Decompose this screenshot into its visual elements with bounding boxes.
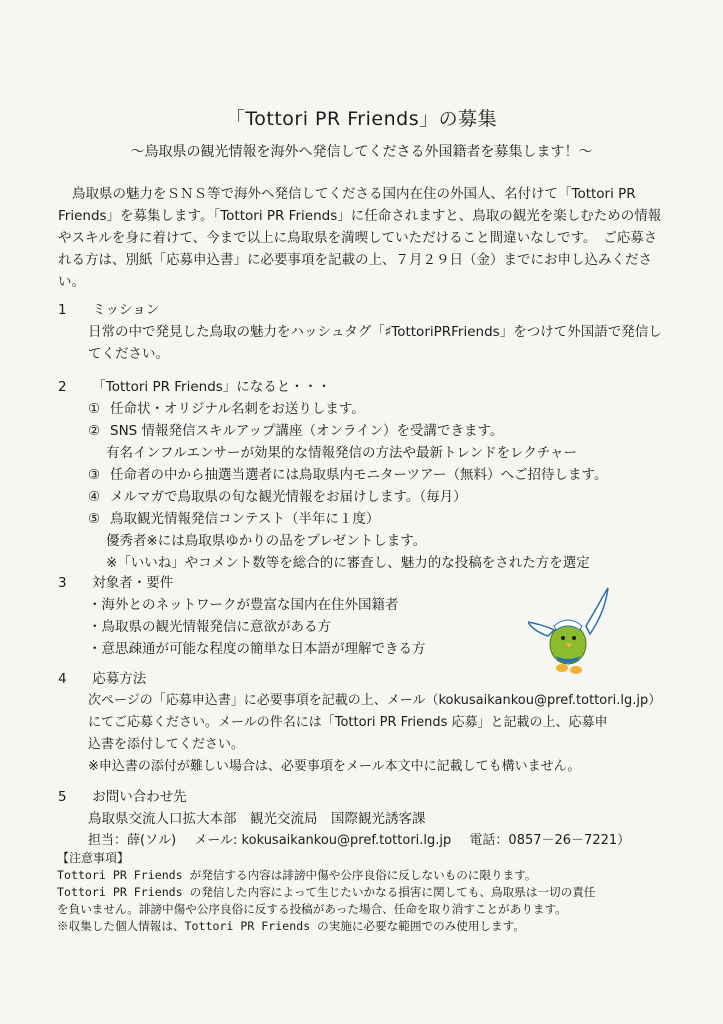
contact-email[interactable]: メール: kokusaikankou@pref.tottori.lg.jp — [194, 833, 452, 848]
contact-details — [58, 830, 668, 852]
application-line: にてご応募ください。メールの件名には「Tottori PR Friends 応募」と記載の上、応募申 — [88, 715, 608, 730]
contact-person: 担当：薛(ソル) — [88, 833, 177, 848]
section-number: 3 — [58, 575, 67, 591]
item-marker: ④ — [88, 489, 101, 505]
eligibility-item: ・鳥取県の観光情報発信に意欲がある方 — [88, 619, 331, 635]
contact-department: 鳥取県交流人口拡大本部 観光交流局 国際観光誘客課 — [88, 811, 426, 827]
section-heading: ミッション — [92, 302, 160, 318]
benefit-item — [58, 486, 668, 508]
section-heading: お問い合わせ先 — [92, 789, 187, 805]
section-benefits — [58, 376, 668, 574]
section-heading: 対象者・要件 — [92, 575, 174, 591]
intro-paragraph: 鳥取県の魅力をＳＮＳ等で海外へ発信してくださる国内在住の外国人、名付けて「Tottori PR Friends」を募集します。「Tottori PR Friends」に任命されますと、鳥取の観光を楽しむための情報やスキルを身に着けて、今まで以上に鳥取県を満喫していただけること間違いなしです。 ご応募される方は、別紙「応募申込書」に必要事項を記載の上、７月２９日（金）までにお申し込みください。 — [58, 186, 662, 290]
section-heading: 「Tottori PR Friends」になると・・・ — [92, 379, 331, 395]
notes-line: ※収集した個人情報は、Tottori PR Friends の実施に必要な範囲でのみ使用します。 — [57, 919, 525, 933]
section-number: 2 — [58, 379, 67, 395]
notes-heading: 【注意事項】 — [57, 851, 130, 865]
application-note: ※申込書の添付が難しい場合は、必要事項をメール本文中に記載しても構いません。 — [88, 759, 581, 774]
section-contact — [58, 786, 668, 852]
item-text: 任命状・オリジナル名刺をお送りします。 — [110, 401, 365, 417]
page-subtitle: ～鳥取県の観光情報を海外へ発信してくださる外国籍者を募集します！～ — [130, 144, 593, 160]
application-line: 込書を添付してください。 — [88, 737, 245, 752]
item-text: SNS 情報発信スキルアップ講座（オンライン）を受講できます。 — [110, 423, 504, 439]
item-text: 鳥取観光情報発信コンテスト（半年に１度） — [110, 511, 380, 527]
page-title: 「Tottori PR Friends」の募集 — [225, 108, 498, 130]
item-marker: ③ — [88, 467, 101, 483]
section-application — [58, 668, 668, 778]
benefit-footnote: ※「いいね」やコメント数等を総合的に審査し、魅力的な投稿をされた方を選定 — [106, 555, 590, 571]
section-body: 日常の中で発見した鳥取の魅力をハッシュタグ「♯TottoriPRFriends」をつけて外国語で発信してください。 — [88, 324, 662, 362]
contact-phone: 電話：0857－26－7221） — [469, 833, 631, 848]
mascot-bird-illustration — [528, 586, 612, 678]
item-marker: ② — [88, 423, 101, 439]
item-text: 任命者の中から抽選当選者には鳥取県内モニターツアー（無料）へご招待します。 — [110, 467, 608, 483]
eligibility-item: ・意思疎通が可能な程度の簡単な日本語が理解できる方 — [88, 641, 426, 657]
section-heading: 応募方法 — [92, 671, 147, 687]
notes-line: Tottori PR Friends が発信する内容は誹謗中傷や公序良俗に反しないものに限ります。 — [57, 868, 537, 882]
benefit-item — [58, 464, 668, 486]
eligibility-item: ・海外とのネットワークが豊富な国内在住外国籍者 — [88, 597, 399, 613]
item-text: 優秀者※には鳥取県ゆかりの品をプレゼントします。 — [106, 533, 427, 549]
item-text: 有名インフルエンサーが効果的な情報発信の方法や最新トレンドをレクチャー — [106, 445, 577, 461]
notes-block — [57, 850, 677, 935]
section-number: 1 — [58, 302, 67, 318]
notes-line: を負いません。誹謗中傷や公序良俗に反する投稿があった場合、任命を取り消すことがあります。 — [57, 902, 567, 916]
section-number: 5 — [58, 789, 67, 805]
benefit-item-detail — [58, 530, 668, 552]
benefit-item — [58, 398, 668, 420]
benefit-item — [58, 508, 668, 530]
notes-line: Tottori PR Friends の発信した内容によって生じたいかなる損害に関しても、鳥取県は一切の責任 — [57, 885, 596, 899]
benefit-item-detail — [58, 442, 668, 464]
item-text: メルマガで鳥取県の旬な観光情報をお届けします。（毎月） — [110, 489, 467, 505]
benefit-item — [58, 420, 668, 442]
section-number: 4 — [58, 671, 67, 687]
item-marker: ⑤ — [88, 511, 101, 527]
section-mission — [58, 299, 668, 365]
item-marker: ① — [88, 401, 101, 417]
application-line: 次ページの「応募申込書」に必要事項を記載の上、メール（kokusaikankou@pref.tottori.lg.jp） — [88, 693, 662, 708]
